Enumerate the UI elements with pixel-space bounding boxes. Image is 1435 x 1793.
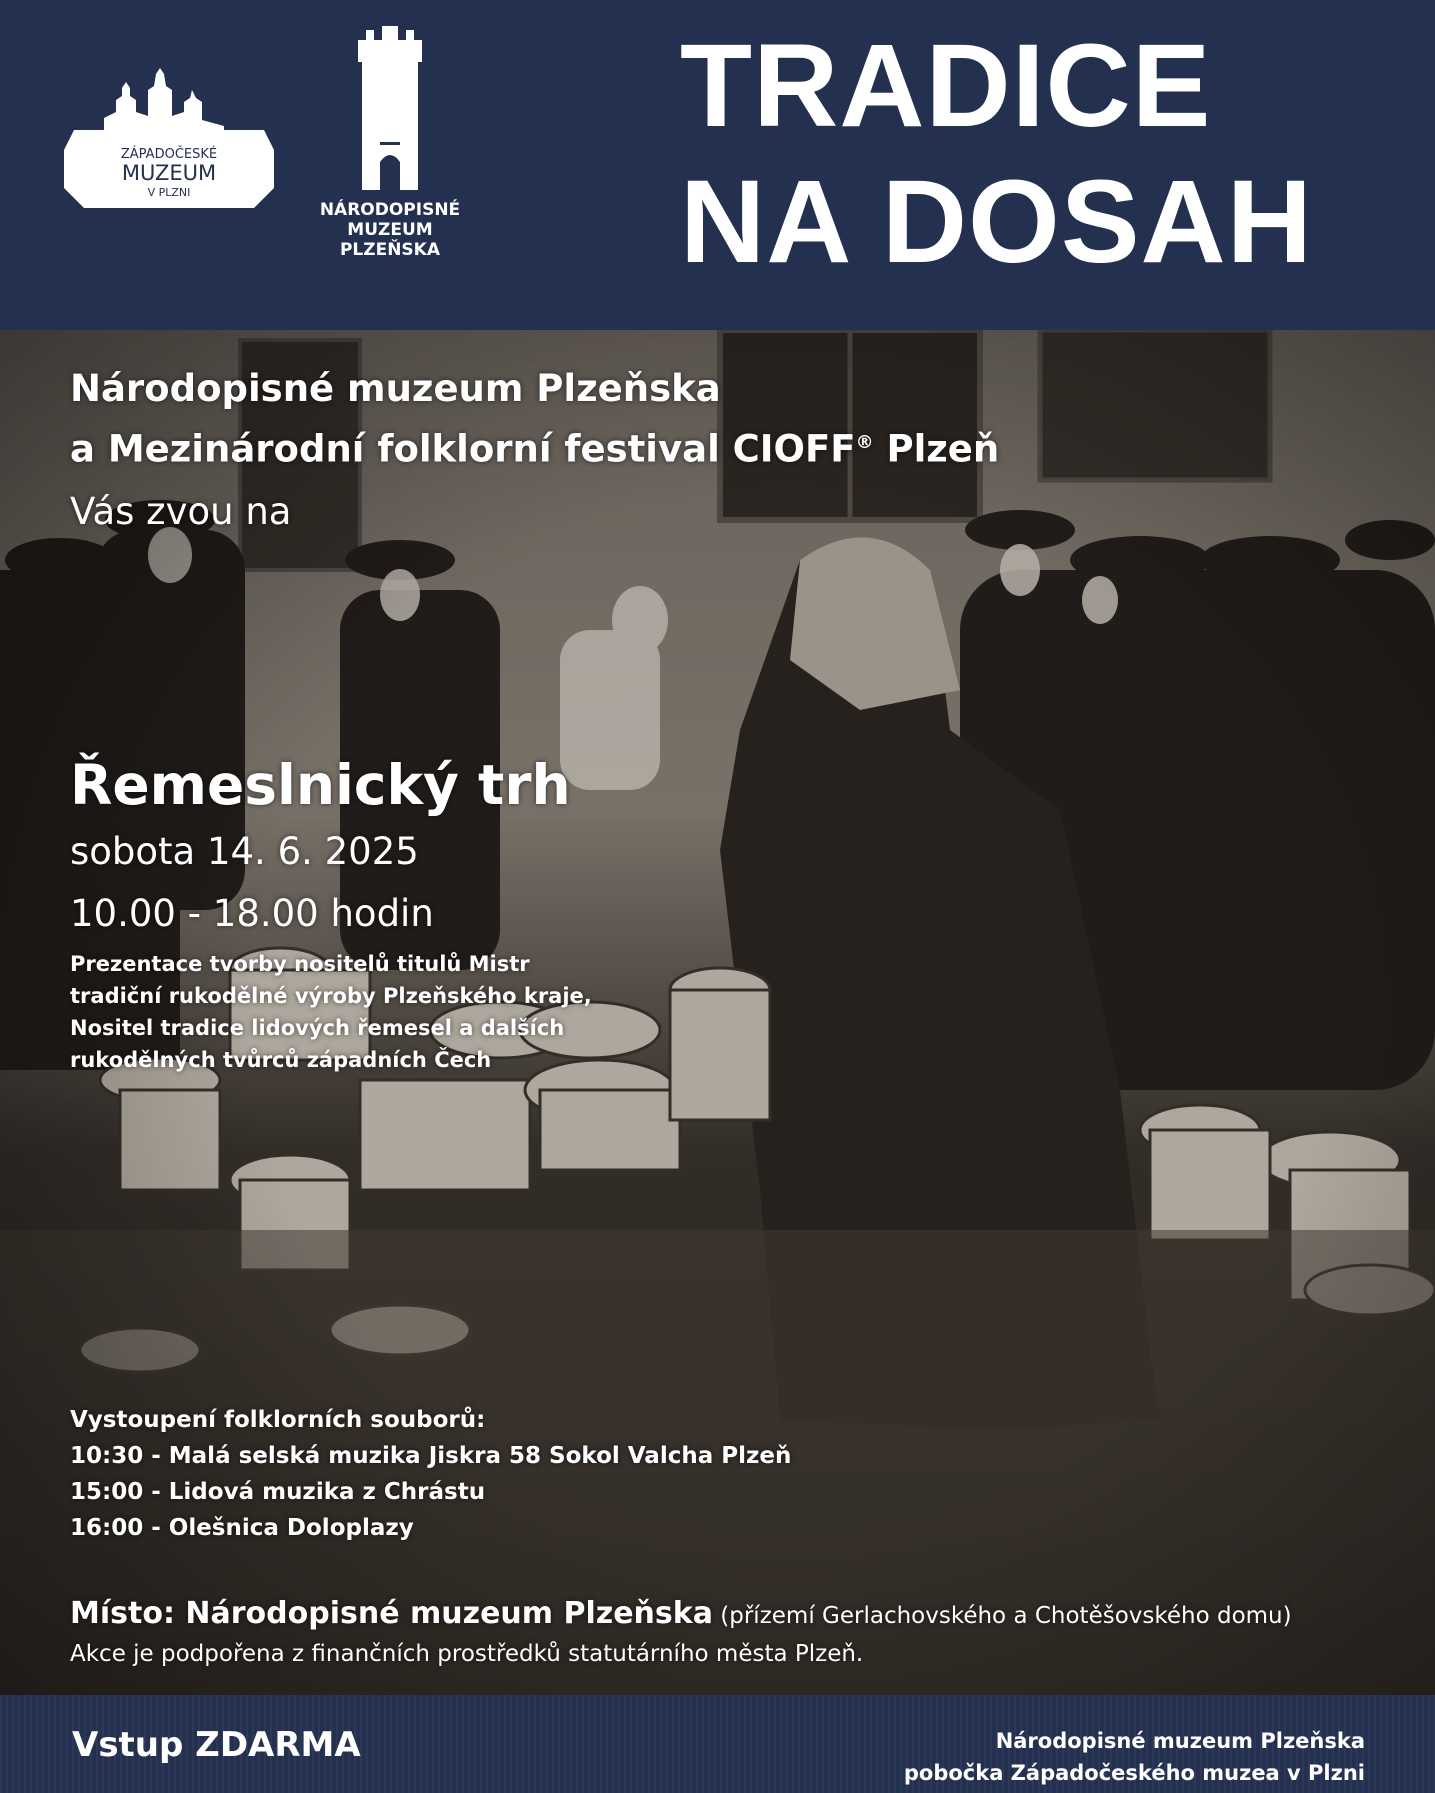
logo1-line2: MUZEUM	[121, 161, 217, 185]
footer-org-line2: pobočka Západočeského muzea v Plzni	[903, 1761, 1365, 1785]
performance-item: 16:00 - Olešnica Doloplazy	[70, 1515, 414, 1541]
title-line1: TRADICE	[680, 20, 1212, 152]
venue	[70, 1592, 1292, 1640]
support-note: Akce je podpořena z finančních prostředků statutárního města Plzeň.	[70, 1641, 864, 1667]
logo2-line3: PLZEŇSKA	[339, 240, 441, 260]
footer-org-line1: Národopisné muzeum Plzeňska	[995, 1729, 1365, 1753]
venue-detail: (přízemí Gerlachovského a Chotěšovského domu)	[712, 1603, 1292, 1629]
performances-heading: Vystoupení folklorních souborů:	[70, 1407, 486, 1433]
organizer-line2-suffix: Plzeň	[873, 427, 1000, 471]
ethnographic-museum-logo-text	[300, 200, 480, 260]
historical-market-photo	[0, 330, 1435, 1695]
logo2-line2: MUZEUM	[347, 220, 433, 240]
footer-banner	[0, 1695, 1435, 1793]
logo1-line3: V PLZNI	[147, 186, 191, 199]
admission: Vstup ZDARMA	[72, 1725, 361, 1765]
description-line: rukodělných tvůrců západních Čech	[70, 1048, 492, 1072]
description-line: tradiční rukodělné výroby Plzeňského kraje,	[70, 984, 592, 1008]
event-description	[70, 948, 592, 1076]
organizer-line2-prefix: a Mezinárodní folklorní festival CIOFF	[70, 427, 856, 471]
description-line: Nositel tradice lidových řemesel a dalších	[70, 1016, 565, 1040]
logo1-line1: ZÁPADOČESKÉ	[120, 147, 218, 162]
event-time: 10.00 - 18.00 hodin	[70, 892, 434, 935]
performances	[70, 1402, 791, 1546]
event-date: sobota 14. 6. 2025	[70, 830, 419, 873]
header-banner	[0, 0, 1435, 330]
registered-mark: ®	[855, 432, 874, 453]
organizer-line2	[70, 416, 999, 476]
performance-item: 10:30 - Malá selská muzika Jiskra 58 Sokol Valcha Plzeň	[70, 1443, 792, 1469]
venue-label: Místo: Národopisné muzeum Plzeňska	[70, 1596, 713, 1631]
description-line: Prezentace tvorby nositelů titulů Mistr	[70, 952, 530, 976]
footer-organization	[904, 1725, 1365, 1789]
western-bohemian-museum-logo	[64, 60, 274, 215]
organizers	[70, 362, 999, 476]
poster-title	[680, 18, 1400, 290]
title-line2: NA DOSAH	[680, 156, 1313, 288]
organizer-line1: Národopisné muzeum Plzeňska	[70, 367, 721, 410]
invite-text: Vás zvou na	[70, 490, 292, 533]
event-name: Řemeslnický trh	[70, 753, 571, 817]
performance-item: 15:00 - Lidová muzika z Chrástu	[70, 1479, 486, 1505]
logo2-line1: NÁRODOPISNÉ	[319, 200, 461, 220]
